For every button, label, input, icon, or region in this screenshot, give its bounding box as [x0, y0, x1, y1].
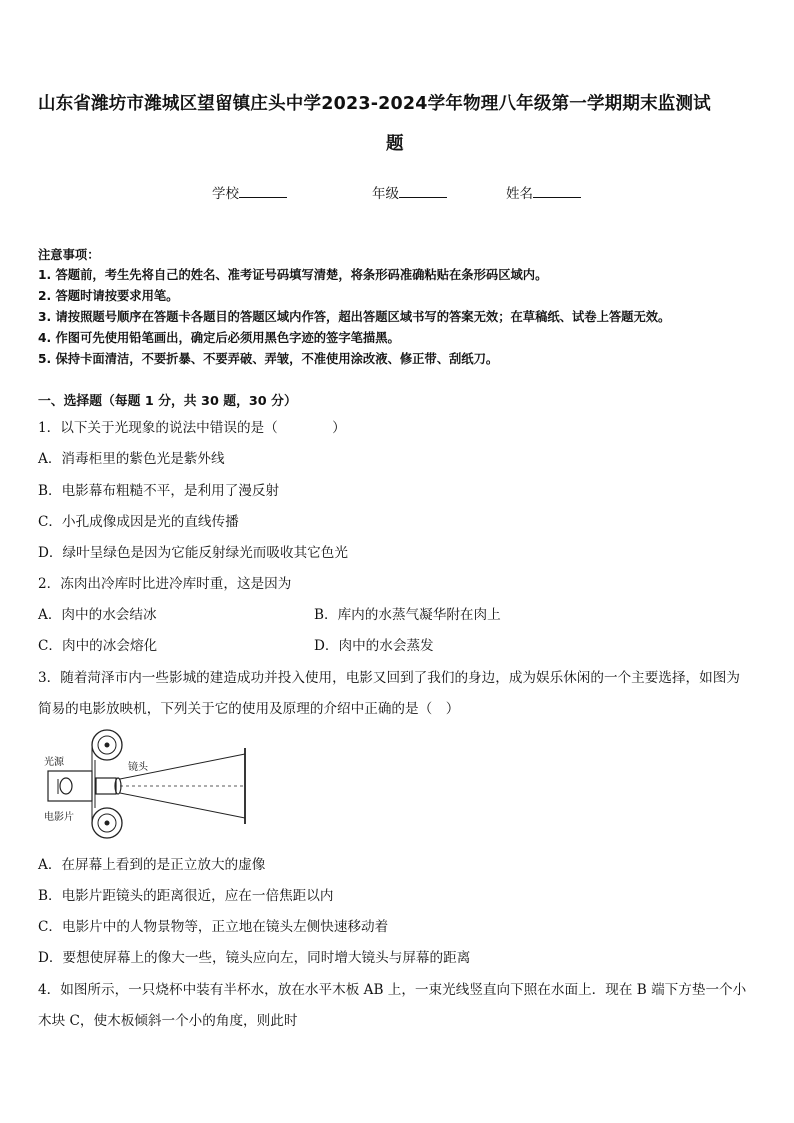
grade-blank[interactable]: [399, 185, 447, 198]
exam-title-line2: 题: [386, 134, 404, 154]
q1-option-c: C．小孔成像成因是光的直线传播: [38, 514, 239, 530]
q2-option-d: D．肉中的水会蒸发: [314, 638, 434, 654]
grade-field: [372, 182, 447, 202]
name-blank[interactable]: [533, 185, 581, 198]
q2-option-b: B．库内的水蒸气凝华附在肉上: [314, 607, 501, 623]
note-item: 4. 作图可先使用铅笔画出，确定后必须用黑色字迹的签字笔描黑。: [38, 331, 400, 345]
q4-stem-line1: 4．如图所示，一只烧杯中装有半杯水，放在水平木板 AB 上，一束光线竖直向下照在水面上．现在 B 端下方垫一个小: [38, 982, 747, 998]
q1-option-b: B．电影幕布粗糙不平，是利用了漫反射: [38, 483, 280, 499]
q3-option-c: C．电影片中的人物景物等，正立地在镜头左侧快速移动着: [38, 919, 389, 935]
grade-label: 年级: [372, 186, 399, 202]
q4-stem-line2: 木块 C，使木板倾斜一个小的角度，则此时: [38, 1013, 298, 1029]
q1-option-d: D．绿叶呈绿色是因为它能反射绿光而吸收其它色光: [38, 545, 348, 561]
q2-option-c: C．肉中的冰会熔化: [38, 638, 158, 654]
q1-stem: 1．以下关于光现象的说法中错误的是（ ）: [38, 420, 346, 436]
note-item: 2. 答题时请按要求用笔。: [38, 289, 179, 303]
lamp-icon: [58, 778, 72, 794]
note-item: 1. 答题前，考生先将自己的姓名、准考证号码填写清楚，将条形码准确粘贴在条形码区域内。: [38, 268, 548, 282]
q3-option-b: B．电影片距镜头的距离很近，应在一倍焦距以内: [38, 888, 334, 904]
note-item: 3. 请按照题号顺序在答题卡各题目的答题区域内作答，超出答题区域书写的答案无效；在草稿纸、试卷上答题无效。: [38, 310, 671, 324]
school-label: 学校: [212, 186, 239, 202]
school-field: [212, 182, 287, 202]
q3-option-d: D．要想使屏幕上的像大一些，镜头应向左，同时增大镜头与屏幕的距离: [38, 950, 471, 966]
lower-film-reel: [92, 808, 122, 838]
upper-film-reel: [92, 730, 122, 760]
projector-housing: [48, 771, 92, 801]
q2-stem: 2．冻肉出冷库时比进冷库时重，这是因为: [38, 576, 292, 592]
lens-tube: [96, 778, 116, 794]
name-label: 姓名: [506, 186, 533, 202]
exam-title-line1: 山东省潍坊市潍城区望留镇庄头中学2023-2024学年物理八年级第一学期期末监测试: [38, 94, 711, 114]
movie-projector-figure: [40, 726, 255, 844]
name-field: [506, 182, 581, 202]
notes-heading: 注意事项：: [38, 248, 100, 262]
beam-lower-ray: [120, 793, 245, 818]
note-item: 5. 保持卡面清洁，不要折暴、不要弄破、弄皱，不准使用涂改液、修正带、刮纸刀。: [38, 352, 499, 366]
label-light-source: 光源: [44, 757, 64, 768]
label-film: 电影片: [44, 812, 74, 823]
q1-option-a: A．消毒柜里的紫色光是紫外线: [38, 451, 225, 467]
q3-stem-line1: 3．随着菏泽市内一些影城的建造成功并投入使用，电影又回到了我们的身边，成为娱乐休闲的一个主要选择，如图为: [38, 670, 740, 686]
school-blank[interactable]: [239, 185, 287, 198]
label-lens: 镜头: [128, 762, 148, 773]
section-heading: 一、选择题（每题 1 分，共 30 题，30 分）: [38, 394, 297, 409]
q3-option-a: A．在屏幕上看到的是正立放大的虚像: [38, 857, 266, 873]
q2-option-a: A．肉中的水会结冰: [38, 607, 157, 623]
q3-stem-line2: 简易的电影放映机，下列关于它的使用及原理的介绍中正确的是（ ）: [38, 701, 460, 717]
